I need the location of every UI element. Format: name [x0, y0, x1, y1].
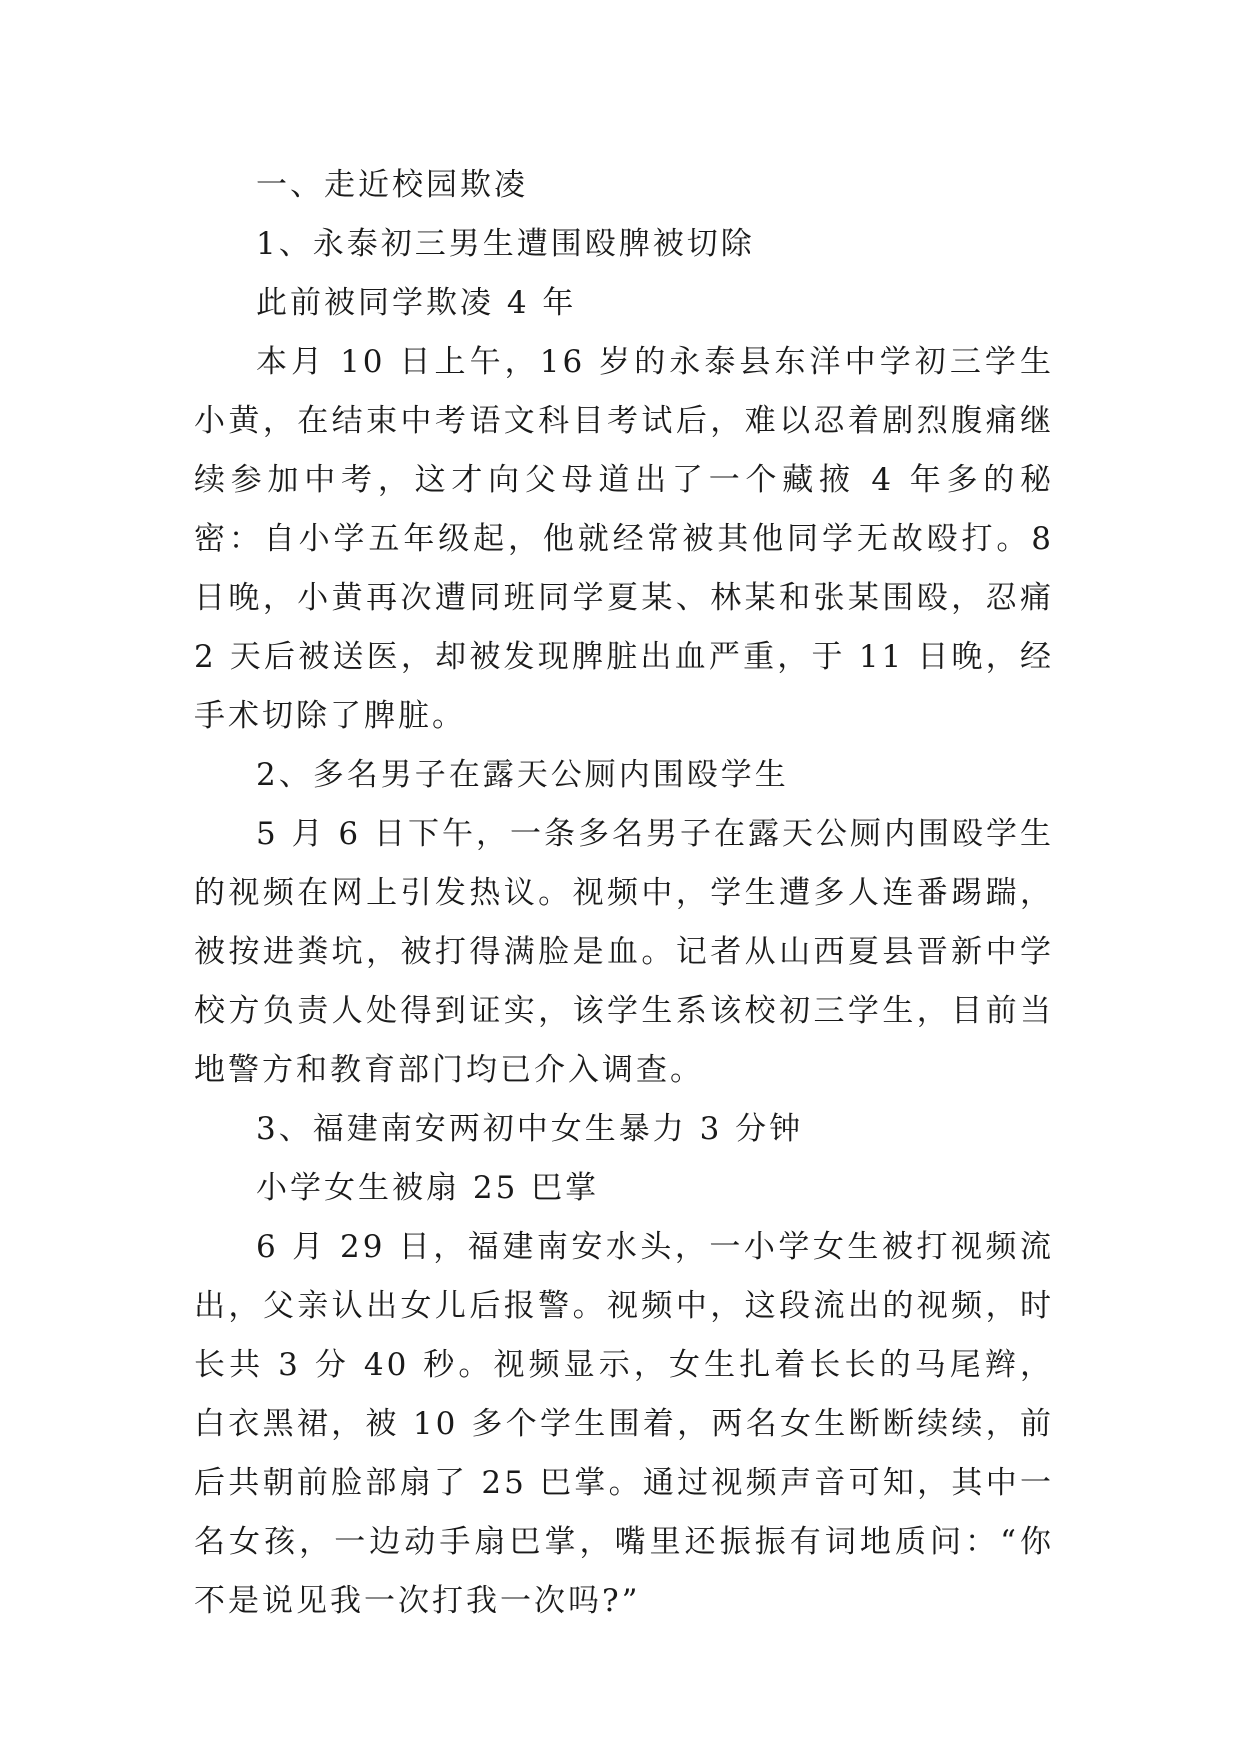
section-heading: 一、走近校园欺凌	[256, 167, 528, 203]
case-2-title: 2、多名男子在露天公厕内围殴学生	[256, 757, 789, 793]
case-1-title: 1、永泰初三男生遭围殴脾被切除	[256, 226, 755, 262]
document-body	[194, 156, 1054, 1631]
case-2-body: 5 月 6 日下午，一条多名男子在露天公厕内围殴学生的视频在网上引发热议。视频中，学生遭多人连番踢踹，被按进粪坑，被打得满脸是血。记者从山西夏县晋新中学校方负责人处得到证实，该学生系该校初三学生，目前当地警方和教育部门均已介入调查。	[194, 816, 1055, 1088]
case-3-body: 6 月 29 日，福建南安水头，一小学女生被打视频流出，父亲认出女儿后报警。视频中，这段流出的视频，时长共 3 分 40 秒。视频显示，女生扎着长长的马尾辫，白衣黑裙，被 10 多个学生围着，两名女生断断续续，前后共朝前脸部扇了 25 巴掌。通过视频声音可知，其中一名女孩，一边动手扇巴掌，嘴里还振振有词地质问：“你不是说见我一次打我一次吗?”	[194, 1229, 1054, 1619]
case-1-body: 本月 10 日上午，16 岁的永泰县东洋中学初三学生小黄，在结束中考语文科目考试后，难以忍着剧烈腹痛继续参加中考，这才向父母道出了一个藏掖 4 年多的秘密：自小学五年级起，他就经常被其他同学无故殴打。8 日晚，小黄再次遭同班同学夏某、林某和张某围殴，忍痛 2 天后被送医，却被发现脾脏出血严重，于 11 日晚，经手术切除了脾脏。	[194, 344, 1054, 734]
case-1-subtitle: 此前被同学欺凌 4 年	[256, 285, 577, 321]
case-3-title: 3、福建南安两初中女生暴力 3 分钟	[256, 1111, 804, 1147]
case-3-subtitle: 小学女生被扇 25 巴掌	[256, 1170, 600, 1206]
